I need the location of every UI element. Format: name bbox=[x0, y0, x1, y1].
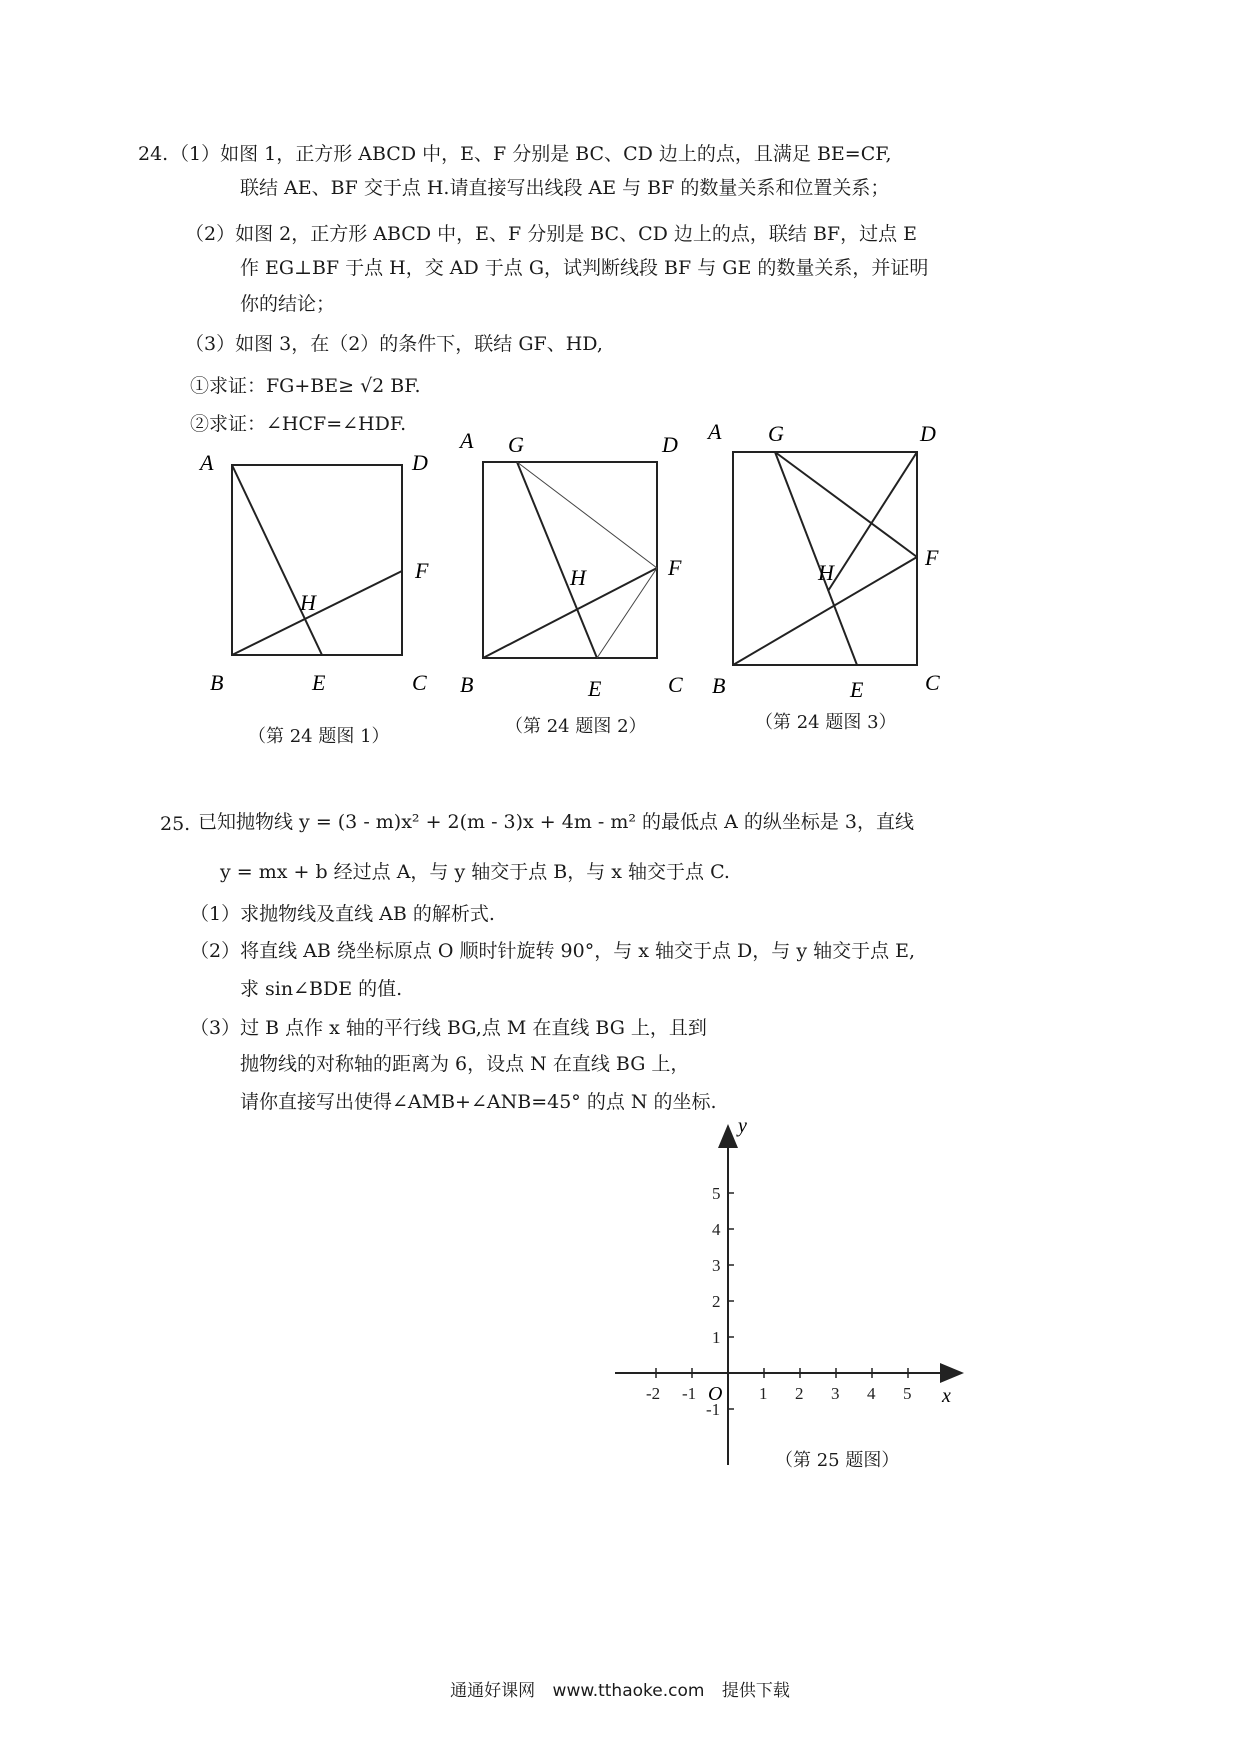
q24-caption-3: （第 24 题图 3） bbox=[755, 712, 897, 733]
fig1-label-D: D bbox=[412, 450, 428, 475]
footer bbox=[0, 1676, 1240, 1701]
fig3-label-D: D bbox=[920, 421, 936, 446]
fig3-label-B: B bbox=[712, 673, 726, 698]
q24-figure-3 bbox=[700, 415, 960, 705]
y-tick-label: 3 bbox=[712, 1256, 721, 1275]
fig2-label-A: A bbox=[460, 428, 474, 453]
q25-part3-line1: （3）过 B 点作 x 轴的平行线 BG,点 M 在直线 BG 上，且到 bbox=[190, 1017, 707, 1039]
x-tick-label: 5 bbox=[903, 1384, 912, 1403]
fig3-label-E: E bbox=[850, 677, 864, 702]
q24-part3: （3）如图 3，在（2）的条件下，联结 GF、HD, bbox=[185, 333, 603, 355]
y-tick-label: -1 bbox=[706, 1400, 721, 1419]
fig1-label-C: C bbox=[412, 670, 427, 695]
fig2-label-E: E bbox=[588, 676, 602, 701]
q24-caption-1: （第 24 题图 1） bbox=[248, 726, 390, 747]
footer-site: 通通好课网 bbox=[450, 1681, 536, 1701]
fig2-label-D: D bbox=[662, 432, 678, 457]
fig2-label-G: G bbox=[508, 432, 524, 457]
y-tick-label: 5 bbox=[712, 1184, 721, 1203]
q25-caption: （第 25 题图） bbox=[775, 1450, 900, 1471]
q25-line1: 已知抛物线 y = (3 - m)x² + 2(m - 3)x + 4m - m² 的最低点 A 的纵坐标是 3，直线 bbox=[198, 811, 914, 833]
q24-figure-1 bbox=[190, 440, 450, 710]
x-tick-label: -1 bbox=[682, 1384, 697, 1403]
q25-part3-line3: 请你直接写出使得∠AMB+∠ANB=45° 的点 N 的坐标. bbox=[240, 1091, 717, 1113]
q24-part1-line2: 联结 AE、BF 交于点 H.请直接写出线段 AE 与 BF 的数量关系和位置关系； bbox=[240, 177, 890, 199]
y-tick-label: 2 bbox=[712, 1292, 721, 1311]
fig1-label-E: E bbox=[312, 670, 326, 695]
fig3-label-F: F bbox=[925, 545, 939, 570]
x-tick-label: -2 bbox=[646, 1384, 661, 1403]
x-tick-label: 2 bbox=[795, 1384, 804, 1403]
fig1-label-H: H bbox=[300, 590, 316, 615]
x-axis-label: x bbox=[942, 1385, 951, 1407]
q25-part2-line1: （2）将直线 AB 绕坐标原点 O 顺时针旋转 90°，与 x 轴交于点 D，与 y 轴交于点 E, bbox=[190, 940, 916, 962]
origin-label: O bbox=[708, 1383, 723, 1405]
y-axis-label: y bbox=[738, 1115, 747, 1137]
fig3-label-G: G bbox=[768, 421, 784, 446]
y-tick-label: 1 bbox=[712, 1328, 721, 1347]
fig2-label-H: H bbox=[570, 565, 586, 590]
q24-figure-2 bbox=[450, 420, 710, 710]
q24-part2-line2: 作 EG⊥BF 于点 H，交 AD 于点 G，试判断线段 BF 与 GE 的数量关系，并证明 bbox=[240, 257, 929, 279]
q25-number: 25. bbox=[160, 813, 191, 835]
q24-caption-2: （第 24 题图 2） bbox=[505, 716, 647, 737]
fig2-label-F: F bbox=[668, 555, 682, 580]
q25-part1: （1）求抛物线及直线 AB 的解析式. bbox=[190, 903, 495, 925]
q24-part2-line3: 你的结论； bbox=[240, 293, 336, 315]
q25-part3-line2: 抛物线的对称轴的距离为 6，设点 N 在直线 BG 上， bbox=[240, 1053, 690, 1075]
q24-part1-line1: （1）如图 1，正方形 ABCD 中，E、F 分别是 BC、CD 边上的点，且满足 BE=CF, bbox=[170, 143, 892, 165]
footer-note: 提供下载 bbox=[721, 1681, 790, 1701]
q25-coordinate-axes bbox=[600, 1110, 980, 1490]
fig2-label-C: C bbox=[668, 672, 683, 697]
q25-line2: y = mx + b 经过点 A，与 y 轴交于点 B，与 x 轴交于点 C. bbox=[220, 861, 730, 883]
fig3-label-H: H bbox=[818, 560, 834, 585]
fig3-label-C: C bbox=[925, 670, 940, 695]
x-tick-label: 3 bbox=[831, 1384, 840, 1403]
footer-url[interactable]: www.tthaoke.com bbox=[552, 1681, 705, 1701]
fig1-label-A: A bbox=[200, 450, 214, 475]
fig1-label-B: B bbox=[210, 670, 224, 695]
fig1-label-F: F bbox=[415, 558, 429, 583]
q24-part3-claim2: ②求证：∠HCF=∠HDF. bbox=[190, 413, 407, 435]
q25-part2-line2: 求 sin∠BDE 的值. bbox=[240, 978, 403, 1000]
q24-number: 24. bbox=[138, 143, 169, 165]
q24-part2-line1: （2）如图 2，正方形 ABCD 中，E、F 分别是 BC、CD 边上的点，联结 BF，过点 E bbox=[185, 223, 917, 245]
x-tick-label: 1 bbox=[759, 1384, 768, 1403]
x-tick-label: 4 bbox=[867, 1384, 876, 1403]
fig3-label-A: A bbox=[708, 419, 722, 444]
q24-part3-claim1: ①求证：FG+BE≥ √2 BF. bbox=[190, 375, 421, 397]
y-tick-label: 4 bbox=[712, 1220, 721, 1239]
fig2-label-B: B bbox=[460, 672, 474, 697]
